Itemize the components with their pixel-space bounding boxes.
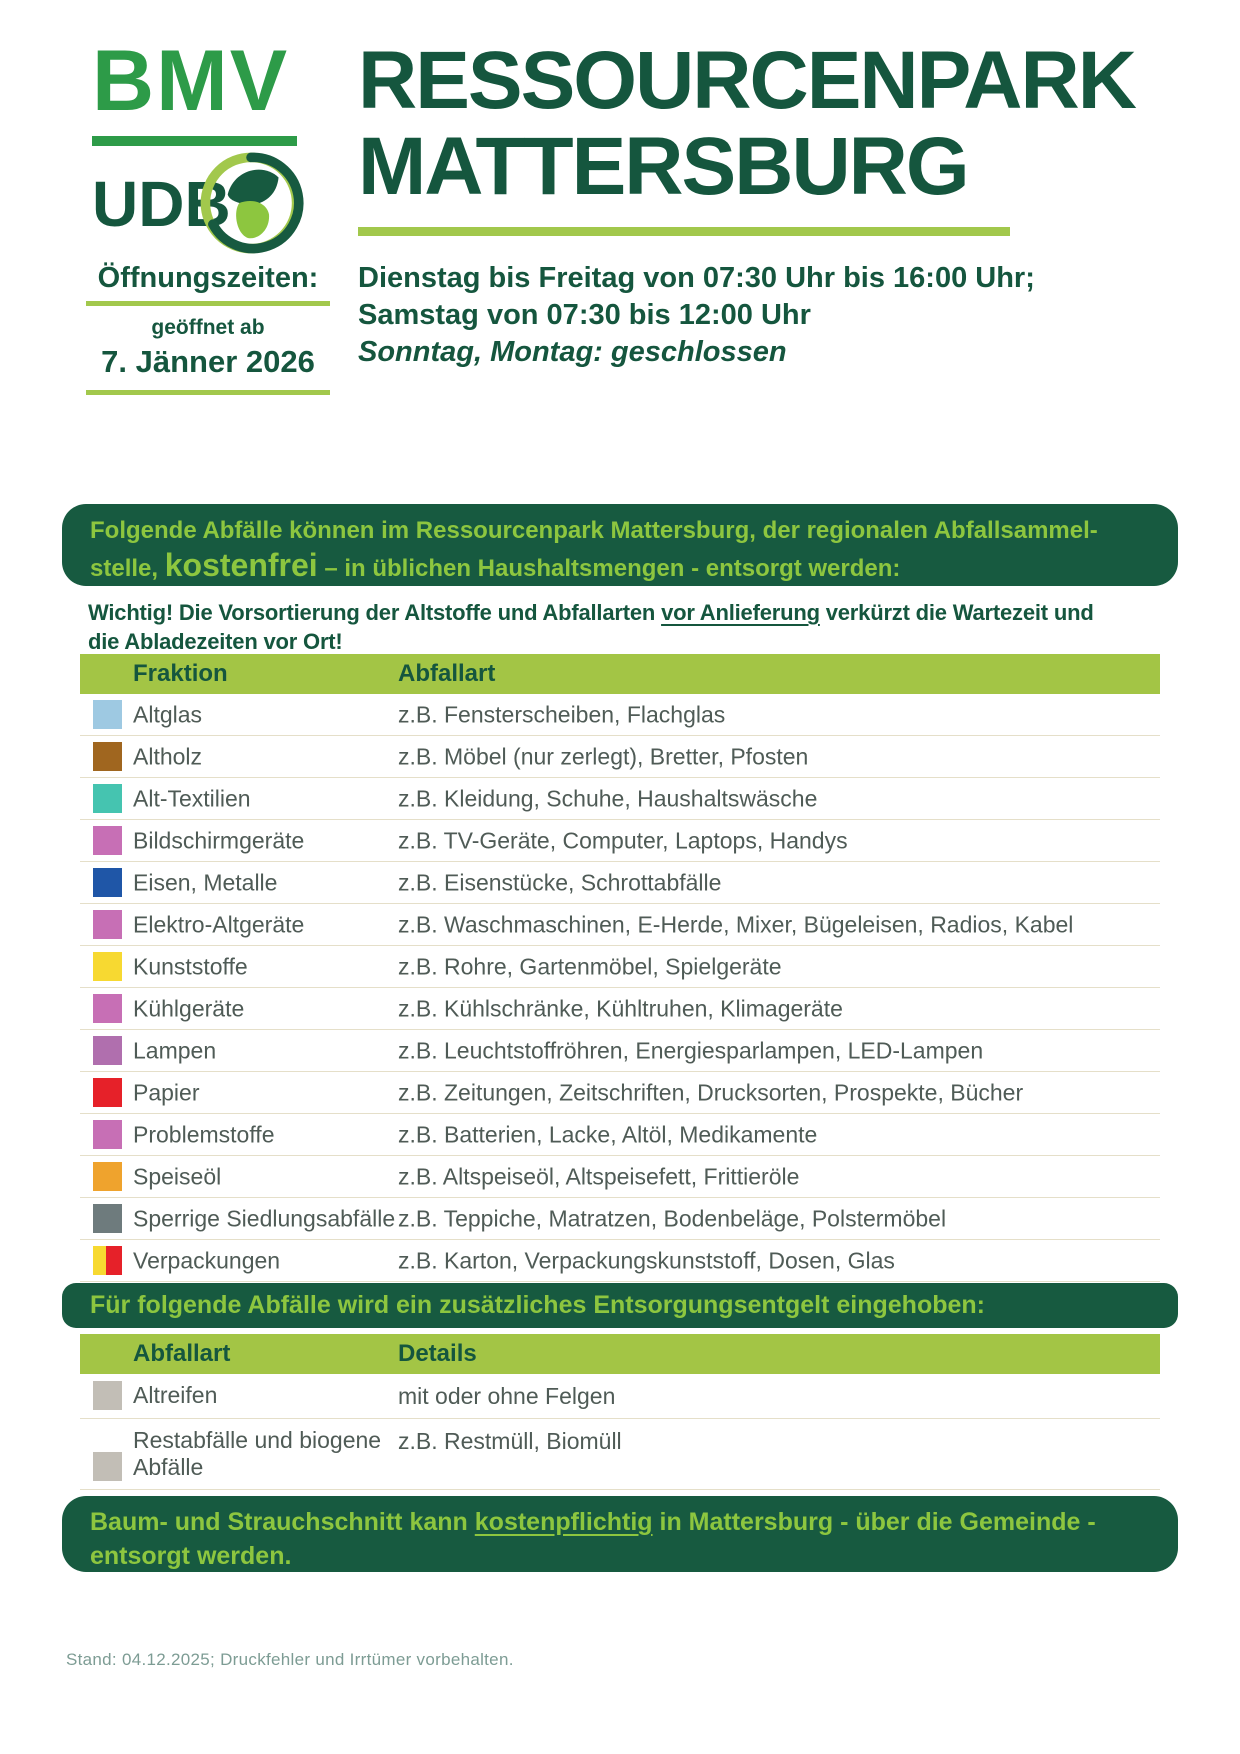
banner-free-line2-pre: stelle, bbox=[90, 555, 165, 582]
waste-type-text: z.B. Rohre, Gartenmöbel, Spielgeräte bbox=[398, 953, 782, 979]
fraction-label: Verpackungen bbox=[133, 1247, 281, 1273]
fraction-color-swatch bbox=[93, 826, 122, 855]
opening-hours-block bbox=[86, 262, 330, 395]
table-row bbox=[80, 736, 1160, 778]
fraction-color-swatch bbox=[93, 1381, 122, 1410]
heading-underline bbox=[86, 301, 330, 306]
fraction-label: Restabfälle und biogene Abfälle bbox=[133, 1427, 382, 1480]
fraction-label: Kunststoffe bbox=[133, 953, 248, 979]
table-row bbox=[80, 820, 1160, 862]
table-row bbox=[80, 946, 1160, 988]
bmv-logo: BMV bbox=[92, 33, 290, 129]
waste-type-text: z.B. Kühlschränke, Kühltruhen, Klimageräte bbox=[398, 995, 843, 1021]
fraction-color-swatch bbox=[93, 994, 122, 1023]
waste-type-text: z.B. Fensterscheiben, Flachglas bbox=[398, 701, 726, 727]
free-table-rows bbox=[80, 694, 1160, 1282]
column-header-abfallart: Abfallart bbox=[398, 660, 496, 687]
fraction-label: Lampen bbox=[133, 1037, 217, 1063]
footer-note: Stand: 04.12.2025; Druckfehler und Irrtümer vorbehalten. bbox=[66, 1650, 514, 1669]
fraction-color-swatch bbox=[93, 1452, 122, 1481]
fraction-color-swatch bbox=[93, 868, 122, 897]
notice-line2: die Abladezeiten vor Ort! bbox=[88, 629, 343, 654]
fraction-label: Problemstoffe bbox=[133, 1121, 275, 1147]
hours-line-weekdays: Dienstag bis Freitag von 07:30 Uhr bis 16:00 Uhr; bbox=[358, 262, 1035, 294]
table-row bbox=[80, 1198, 1160, 1240]
fraction-label: Kühlgeräte bbox=[133, 995, 245, 1021]
page-title-line2: MATTERSBURG bbox=[358, 121, 968, 212]
fraction-color-swatch bbox=[93, 1120, 122, 1149]
page-title bbox=[358, 35, 1135, 212]
waste-type-text: mit oder ohne Felgen bbox=[398, 1383, 616, 1409]
table-row bbox=[80, 694, 1160, 736]
table-header bbox=[80, 1334, 1160, 1374]
fraction-color-swatch bbox=[93, 1204, 122, 1233]
table-row bbox=[80, 1030, 1160, 1072]
waste-type-text: z.B. Restmüll, Biomüll bbox=[398, 1428, 622, 1454]
garden-part2: in Mattersburg - über die Gemeinde - bbox=[652, 1508, 1096, 1536]
waste-type-text: z.B. Leuchtstoffröhren, Energiesparlampen, LED-Lampen bbox=[398, 1037, 984, 1063]
fraction-label: Papier bbox=[133, 1079, 200, 1105]
fraction-color-swatch bbox=[93, 952, 122, 981]
column-header-details: Details bbox=[398, 1340, 477, 1367]
waste-type-text: z.B. TV-Geräte, Computer, Laptops, Handys bbox=[398, 827, 848, 853]
banner-free-highlight: kostenfrei bbox=[164, 547, 318, 583]
table-row bbox=[80, 1419, 1160, 1490]
table-row bbox=[80, 1374, 1160, 1419]
table-row bbox=[80, 1156, 1160, 1198]
column-header-fraktion: Fraktion bbox=[133, 660, 228, 687]
waste-type-text: z.B. Möbel (nur zerlegt), Bretter, Pfosten bbox=[398, 743, 809, 769]
table-row bbox=[80, 1240, 1160, 1282]
table-row bbox=[80, 1114, 1160, 1156]
fraction-color-swatch bbox=[93, 1078, 122, 1107]
banner-free-line1: Folgende Abfälle können im Ressourcenpark Mattersburg, der regionalen Abfallsammel- bbox=[90, 517, 1098, 544]
free-waste-table bbox=[80, 654, 1160, 1282]
hours-line-closed: Sonntag, Montag: geschlossen bbox=[358, 336, 787, 368]
garden-part1: Baum- und Strauchschnitt kann bbox=[90, 1508, 475, 1536]
notice-underlined: vor Anlieferung bbox=[661, 600, 820, 625]
fraction-label: Elektro-Altgeräte bbox=[133, 911, 305, 937]
waste-type-text: z.B. Karton, Verpackungskunststoff, Dosen, Glas bbox=[398, 1247, 895, 1273]
fraction-color-swatch bbox=[93, 784, 122, 813]
fee-table-rows bbox=[80, 1374, 1160, 1490]
fraction-label: Alt-Textilien bbox=[133, 785, 251, 811]
opening-date: 7. Jänner 2026 bbox=[101, 344, 315, 379]
banner-fee-text: Für folgende Abfälle wird ein zusätzliches Entsorgungsentgelt eingehoben: bbox=[90, 1291, 985, 1319]
waste-type-text: z.B. Zeitungen, Zeitschriften, Drucksorten, Prospekte, Bücher bbox=[398, 1079, 1024, 1105]
waste-type-text: z.B. Altspeiseöl, Altspeisefett, Frittieröle bbox=[398, 1163, 800, 1189]
fraction-color-swatch bbox=[93, 742, 122, 771]
banner-fee-disposal bbox=[62, 1283, 1178, 1328]
garden-line2: entsorgt werden. bbox=[90, 1542, 292, 1570]
waste-type-text: z.B. Eisenstücke, Schrottabfälle bbox=[398, 869, 722, 895]
fee-waste-table bbox=[80, 1334, 1160, 1490]
table-row bbox=[80, 988, 1160, 1030]
notice-part2: verkürzt die Wartezeit und bbox=[819, 600, 1094, 625]
table-row bbox=[80, 1072, 1160, 1114]
hours-line-saturday: Samstag von 07:30 bis 12:00 Uhr bbox=[358, 299, 811, 331]
presort-notice bbox=[88, 598, 1094, 656]
fraction-label: Altreifen bbox=[133, 1382, 218, 1408]
garden-underlined: kostenpflichtig bbox=[474, 1508, 653, 1536]
fraction-label: Bildschirmgeräte bbox=[133, 827, 305, 853]
opening-hours-lines bbox=[358, 260, 1035, 371]
fraction-label: Eisen, Metalle bbox=[133, 869, 278, 895]
waste-type-text: z.B. Teppiche, Matratzen, Bodenbeläge, Polstermöbel bbox=[398, 1205, 947, 1231]
fraction-label: Altholz bbox=[133, 743, 203, 769]
table-header bbox=[80, 654, 1160, 694]
opening-from-label: geöffnet ab bbox=[151, 316, 265, 339]
fraction-color-swatch bbox=[93, 700, 122, 729]
fraction-color-swatch bbox=[93, 910, 122, 939]
column-header-abfallart: Abfallart bbox=[133, 1340, 231, 1367]
table-row bbox=[80, 778, 1160, 820]
udb-logo: UDB bbox=[92, 168, 231, 240]
waste-type-text: z.B. Batterien, Lacke, Altöl, Medikamente bbox=[398, 1121, 818, 1147]
notice-part1: Wichtig! Die Vorsortierung der Altstoffe und Abfallarten bbox=[88, 600, 662, 625]
udb-leaf-icon bbox=[198, 150, 304, 256]
opening-hours-heading: Öffnungszeiten: bbox=[97, 262, 319, 294]
title-underline-rule bbox=[358, 227, 1010, 236]
fraction-label: Sperrige Siedlungsabfälle bbox=[133, 1205, 396, 1231]
banner-free-disposal bbox=[62, 504, 1178, 586]
waste-type-text: z.B. Waschmaschinen, E-Herde, Mixer, Bügeleisen, Radios, Kabel bbox=[398, 911, 1074, 937]
fraction-label: Altglas bbox=[133, 701, 203, 727]
fraction-color-swatch bbox=[93, 1036, 122, 1065]
page-title-line1: RESSOURCENPARK bbox=[358, 35, 1135, 126]
fraction-color-swatch bbox=[93, 1246, 122, 1275]
waste-type-text: z.B. Kleidung, Schuhe, Haushaltswäsche bbox=[398, 785, 818, 811]
table-row bbox=[80, 862, 1160, 904]
banner-free-line2-post: – in üblichen Haushaltsmengen - entsorgt werden: bbox=[317, 555, 901, 582]
date-underline bbox=[86, 390, 330, 395]
fraction-label: Speiseöl bbox=[133, 1163, 222, 1189]
fraction-color-swatch bbox=[93, 1162, 122, 1191]
bmv-logo-underline bbox=[92, 136, 297, 146]
banner-garden-waste bbox=[62, 1496, 1178, 1572]
table-row bbox=[80, 904, 1160, 946]
